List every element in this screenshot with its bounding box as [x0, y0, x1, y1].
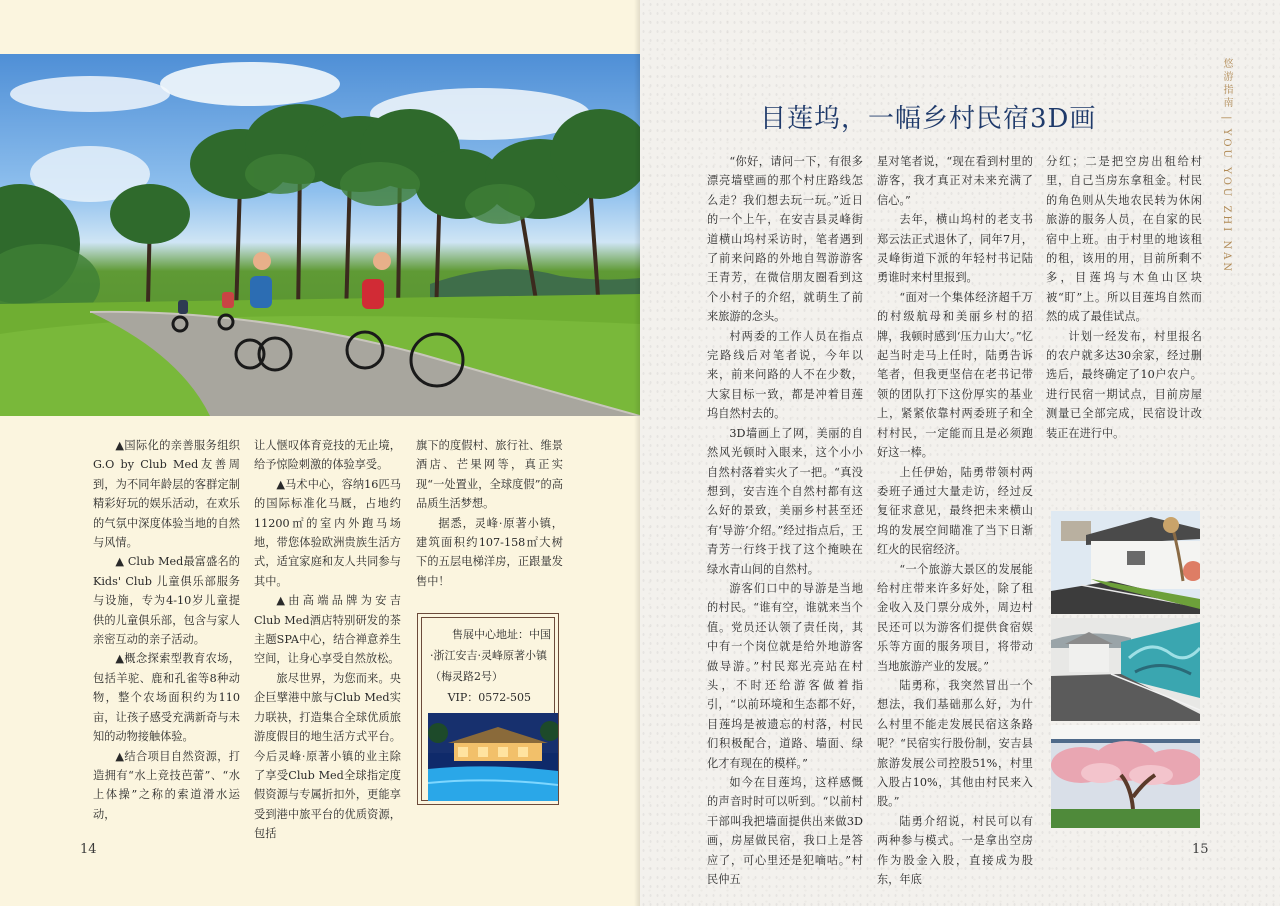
- paragraph: ▲概念探索型教育农场，包括羊驼、鹿和孔雀等8种动物，整个农场面积约为110亩，让孩子感受充满新奇与未知的动物接触体验。: [93, 652, 240, 744]
- paragraph: 分红；二是把空房出租给村里，自己当房东拿租金。村民的角色则从失地农民转为休闲旅游的服务人员，在自家的民宿中上班。由于村里的地该租的租，该用的用，目前所剩不多，目莲坞与木鱼山区块被“盯”上。所以目莲坞自然而然的成了最佳试点。: [1046, 155, 1202, 324]
- sales-center-address: 售展中心地址：中国·浙江安吉·灵峰原著小镇（梅灵路2号）: [430, 628, 551, 683]
- paragraph: ▲马术中心，容纳16匹马的国际标准化马厩，占地约11200㎡的室内外跑马场地，带您体验欧洲贵族生活方式，适宜家庭和友人共同参与其中。: [254, 477, 401, 588]
- paragraph: 如今在目莲坞，这样感慨的声音时时可以听到。“以前村干部叫我把墙面提供出来做3D画，房屋做民宿，我口上是答应了，可心里还是犯嘀咕。”村民仲五: [707, 776, 863, 887]
- paragraph: 陆勇称，我突然冒出一个想法，我们基础那么好，为什么村里不能走发展民宿这条路呢？“民宿实行股份制，安吉县旅游发展公司控股51%，村里入股占10%，其他由村民来入股。”: [877, 678, 1033, 809]
- section-label: 悠游指南 | YOU YOU ZHI NAN: [1221, 58, 1232, 275]
- right-column-3: [1046, 152, 1202, 443]
- paragraph: 据悉，灵峰·原著小镇，建筑面积约107-158㎡大树下的五层电梯洋房，正跟量发售中！: [416, 516, 563, 588]
- right-column-1: [707, 152, 863, 889]
- paragraph: 旗下的度假村、旅行社、维景酒店、芒果网等，真正实现“一处置业，全球度假”的高品质生活梦想。: [416, 439, 563, 511]
- paragraph: 游客们口中的导游是当地的村民。“谁有空，谁就来当个值。党员还认领了责任岗，其中有一个岗位就是给外地游客做导游。”村民郑光亮站在村头，不时还给游客做着指引，“以前环境和生态都不好，目莲坞是被遗忘的村落，村民们积极配合，道路、墙面、绿化才有现在的模样。”: [707, 581, 863, 770]
- paragraph: 上任伊始，陆勇带领村两委班子通过大量走访，经过反复征求意见，最终把未来横山坞的发展空间瞄准了当下日渐红火的民宿经济。: [877, 465, 1033, 557]
- paragraph: “面对一个集体经济超千万的村级航母和美丽乡村的招牌，我顿时感到‘压力山大’。”忆起当时走马上任时，陆勇告诉笔者，但我更坚信在老书记带领的团队打下这份厚实的基业上，紧紧依靠村两委班子和全村村民，一定能而且是必须跑好这一棒。: [877, 290, 1033, 460]
- cycling-photo: [0, 54, 640, 416]
- paragraph: 3D墙画上了网，美丽的自然风光顿时入眼来，这个小小自然村落着实火了一把。“真没想到，安吉连个自然村都有这么好的景致，美丽乡村甚至还有‘导游’介绍。”经过指点后，王青芳一行终于找了这个掩映在绿水青山间的自然村。: [707, 426, 863, 576]
- village-photo-mural-road: [1051, 618, 1200, 721]
- left-column-2: [254, 436, 401, 844]
- village-photo-blossom-mural: [1051, 725, 1200, 828]
- page-number-left: 14: [80, 842, 97, 857]
- article-headline: 目莲坞，一幅乡村民宿3D画: [760, 104, 1097, 134]
- paragraph: “你好，请问一下，有很多漂亮墙壁画的那个村庄路线怎么走？我们想去玩一玩。”近日的一个上午，在安吉县灵峰街道横山坞村采访时，笔者遇到了前来问路的外地自驾游游客王青芳，在微信朋友圈看到这个小村子的介绍，就萌生了前来旅游的念头。: [707, 155, 863, 324]
- left-column-1: [93, 436, 240, 824]
- sales-center-phone: VIP：0572-505: [447, 691, 531, 704]
- paragraph: “一个旅游大景区的发展能给村庄带来许多好处，除了租金收入及门票分成外，周边村民还可以为游客们提供食宿娱乐等方面的服务项目，将带动当地旅游产业的发展。”: [877, 562, 1033, 673]
- paragraph: 让人惬叹体育竞技的无止境，给予惊险刺激的体验享受。: [254, 439, 401, 472]
- village-photo-house: [1051, 511, 1200, 614]
- resort-pool-photo: [428, 713, 558, 801]
- left-column-3: [416, 436, 563, 591]
- paragraph: 旅尽世界，为您而来。央企巨擘港中旅与Club Med实力联袂，打造集合全球优质旅游度假目的地生活方式平台。今后灵峰·原著小镇的业主除了享受Club Med全球指定度假资源与专属折扣外，更能享受到港中旅平台的优质资源，包括: [254, 671, 401, 841]
- paragraph: 去年，横山坞村的老支书郑云法正式退休了，同年7月，灵峰街道下派的年轻村书记陆勇谁时来村里报到。: [877, 213, 1033, 285]
- paragraph: ▲结合项目自然资源，打造拥有“水上竞技芭蕾”、“水上体操”之称的索道滑水运动，: [93, 749, 240, 821]
- paragraph: ▲国际化的亲善服务组织 G.O by Club Med友善周到，为不同年龄层的客群定制精彩好玩的娱乐活动，在欢乐的气氛中深度体验当地的自然与风情。: [93, 439, 240, 550]
- sales-center-box: [417, 613, 559, 805]
- paragraph: ▲ Club Med最富盛名的 Kids' Club 儿童俱乐部服务与设施，专为4-10岁儿童提供的儿童俱乐部，包含与家人亲密互动的亲子活动。: [93, 555, 240, 647]
- page-number-right: 15: [1192, 842, 1209, 857]
- paragraph: 计划一经发布，村里报名的农户就多达30余家，经过删选后，最终确定了10户农户。进行民宿一期试点，目前房屋测量已全部完成，民宿设计改装正在进行中。: [1046, 329, 1202, 440]
- paragraph: 村两委的工作人员在指点完路线后对笔者说，今年以来，前来问路的人不在少数，大家目标一致，都是冲着目莲坞自然村去的。: [707, 329, 863, 421]
- right-column-2: [877, 152, 1033, 889]
- paragraph: ▲由高端品牌为安吉 Club Med酒店特别研发的茶主题SPA中心，结合禅意养生空间，让身心享受自然放松。: [254, 594, 401, 666]
- paragraph: 星对笔者说，“现在看到村里的游客，我才真正对未来充满了信心。”: [877, 155, 1033, 207]
- paragraph: 陆勇介绍说，村民可以有两种参与模式。一是拿出空房作为股金入股，直接成为股东，年底: [877, 814, 1033, 887]
